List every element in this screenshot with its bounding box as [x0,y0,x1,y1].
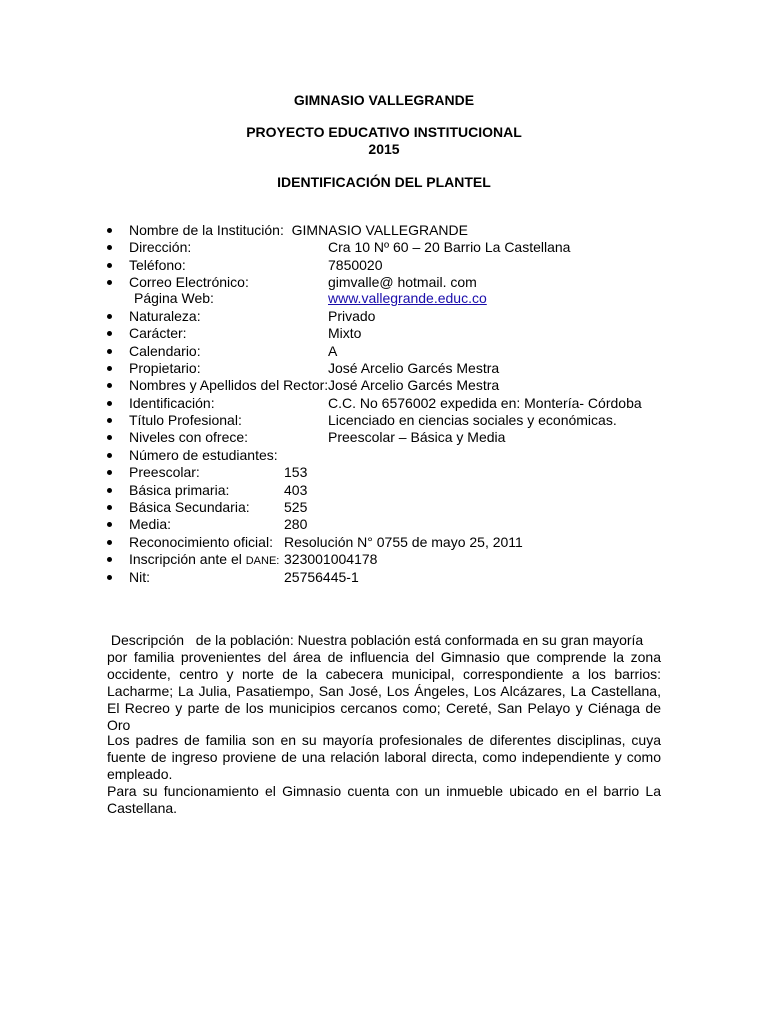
item-label: Reconocimiento oficial: [129,534,273,550]
list-item [0,516,768,533]
item-label: Preescolar: [129,464,200,480]
bullet-icon [107,557,112,562]
item-label: Nit: [129,569,150,585]
section-title: IDENTIFICACIÓN DEL PLANTEL [277,174,491,190]
list-item [0,499,768,516]
item-label: Página Web: [134,290,214,306]
parents-paragraph [107,732,661,817]
bullet-icon [107,488,112,493]
website-link[interactable]: www.vallegrande.educ.co [328,290,487,306]
item-value: 7850020 [328,257,383,273]
item-label: Niveles con ofrece: [129,429,249,445]
bullet-icon [107,540,112,545]
bullet-icon [107,349,112,354]
item-value: Preescolar – Básica y Media [328,429,506,445]
list-item [0,569,768,586]
item-value: José Arcelio Garcés Mestra [328,377,500,393]
bullet-icon [107,245,112,250]
list-item [0,534,768,551]
list-item [0,377,768,394]
bullet-icon [107,331,112,336]
item-value: José Arcelio Garcés Mestra [328,360,500,376]
list-item [0,464,768,481]
item-label: Media: [129,516,172,532]
item-label: Título Profesional: [129,412,242,428]
list-item [0,274,768,291]
bullet-icon [107,435,112,440]
item-value: 280 [284,516,308,532]
bullet-icon [107,383,112,388]
item-label: Inscripción ante el DANE: [129,551,280,567]
project-title: PROYECTO EDUCATIVO INSTITUCIONAL [246,124,522,140]
item-label: Identificación: [129,395,215,411]
population-description [107,632,661,734]
list-item [0,257,768,274]
facilities-text: Para su funcionamiento el Gimnasio cuenta con un inmueble ubicado en el barrio La Castellana. [107,783,661,816]
item-label: Carácter: [129,325,187,341]
bullet-icon [107,263,112,268]
parents-text: Los padres de familia son en su mayoría profesionales de diferentes disciplinas, cuya fuente de ingreso proviene de una relación laboral directa, como independiente y como empleado. [107,732,661,782]
item-value: gimvalle@ hotmail. com [328,274,477,290]
project-year: 2015 [368,141,400,157]
bullet-icon [107,575,112,580]
item-label: Nombres y Apellidos del Rector: [129,377,329,393]
item-value: 403 [284,482,308,498]
item-label: Número de estudiantes: [129,447,278,463]
item-label: Calendario: [129,343,201,359]
list-item [0,360,768,377]
bullet-icon [107,453,112,458]
bullet-icon [107,470,112,475]
item-label: Nombre de la Institución: GIMNASIO VALLEGRANDE [129,222,468,238]
item-value: Mixto [328,325,362,341]
list-item [0,290,768,307]
list-item [0,429,768,446]
list-item [0,395,768,412]
bullet-icon [107,280,112,285]
list-item [0,222,768,239]
description-body: por familia provenientes del área de influencia del Gimnasio que comprende la zona occidente, centro y norte de la cabecera municipal, correspondiente a los barrios: Lacharme; La Julia, Pasatiempo, San José, Los Ángeles, Los Alcázares, La Castellana, El Recreo y parte de los municipios cercanos como; Cereté, San Pelayo y Ciénaga de Oro [107,649,661,733]
description-first-line: Descripción de la población: Nuestra población está conformada en su gran mayoría [107,632,644,648]
item-value: 525 [284,499,308,515]
bullet-icon [107,522,112,527]
list-item [0,447,768,464]
bullet-icon [107,401,112,406]
list-item [0,308,768,325]
dane-label: DANE: [245,555,280,567]
item-value: A [328,343,338,359]
bullet-icon [107,366,112,371]
item-label: Básica primaria: [129,482,230,498]
item-label: Propietario: [129,360,201,376]
item-label: Dirección: [129,239,192,255]
item-value: Resolución N° 0755 de mayo 25, 2011 [284,534,523,550]
item-value: 323001004178 [284,551,378,567]
item-value: Privado [328,308,376,324]
list-item [0,551,768,568]
item-value: Cra 10 Nº 60 – 20 Barrio La Castellana [328,239,571,255]
item-value: 25756445-1 [284,569,359,585]
item-value: Licenciado en ciencias sociales y económicas. [328,412,617,428]
list-item [0,325,768,342]
item-value: C.C. No 6576002 expedida en: Montería- Córdoba [328,395,642,411]
item-label: Teléfono: [129,257,186,273]
school-title: GIMNASIO VALLEGRANDE [293,92,475,108]
list-item [0,482,768,499]
item-label: Naturaleza: [129,308,201,324]
list-item [0,412,768,429]
bullet-icon [107,314,112,319]
bullet-icon [107,418,112,423]
bullet-icon [107,505,112,510]
item-label: Básica Secundaria: [129,499,250,515]
item-label: Correo Electrónico: [129,274,249,290]
bullet-icon [107,228,112,233]
list-item [0,343,768,360]
item-value: 153 [284,464,308,480]
list-item [0,239,768,256]
item-value: GIMNASIO VALLEGRANDE [291,222,468,238]
